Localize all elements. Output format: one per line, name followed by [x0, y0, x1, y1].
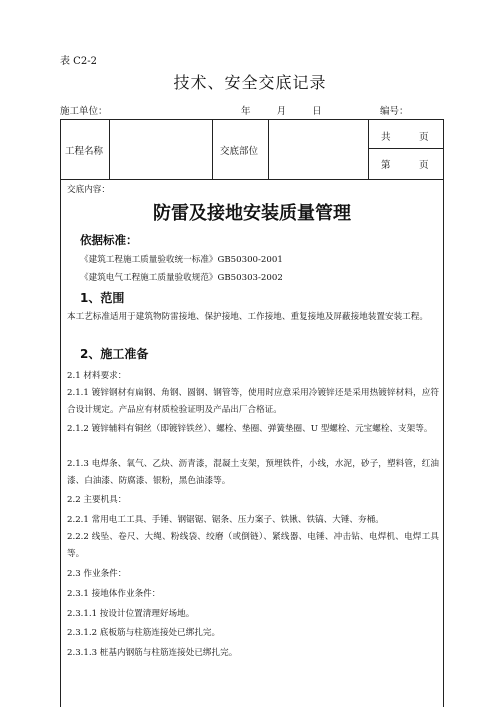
list-item: 2.1 材料要求：: [67, 371, 127, 381]
date-month-label: 月: [276, 106, 287, 117]
basis-heading: 依据标准：: [80, 233, 138, 247]
divider: [212, 119, 213, 179]
section-heading-scope: 1、范围: [80, 291, 125, 305]
date-year-label: 年: [241, 106, 251, 117]
construction-unit-label: 施工单位：: [60, 106, 108, 117]
document-title: 防雷及接地安装质量管理: [153, 203, 351, 224]
divider: [368, 119, 369, 179]
list-item: 2.3.1.1 按设计位置清理好场地。: [67, 609, 195, 619]
total-pages-label: 共 页: [381, 132, 429, 143]
list-item: 2.3.1 接地体作业条件：: [67, 589, 161, 599]
date-day-label: 日: [312, 106, 322, 117]
list-item: 2.2 主要机具：: [67, 495, 127, 505]
content-label: 交底内容：: [67, 185, 110, 195]
list-item: 2.1.1 镀锌钢材有扁钢、角钢、圆钢、钢管等，使用时应意采用冷镀锌还是采用热镀锌材料，应符合设计规定。产品应有材质检验证明及产品出厂合格证。: [67, 388, 439, 415]
divider: [109, 119, 110, 179]
page-number-label: 第 页: [381, 160, 429, 171]
disclosure-part-label: 交底部位: [220, 146, 259, 157]
section-heading-preparation: 2、施工准备: [80, 347, 149, 361]
divider: [60, 179, 444, 180]
scope-paragraph: 本工艺标准适用于建筑物防雷接地、保护接地、工作接地、重复接地及屏蔽接地装置安装工程。: [67, 312, 428, 322]
list-item: 2.3.1.2 底板筋与柱筋连接处已绑扎完。: [67, 628, 221, 638]
form-code: 表 C2-2: [60, 56, 97, 67]
list-item: 2.1.2 镀锌辅料有铜丝（即镀锌铁丝）、螺栓、垫圈、弹簧垫圈、U 型螺栓、元宝螺栓、支架等。: [67, 424, 433, 434]
list-item: 2.2.2 线坠、卷尺、大绳、粉线袋、绞磨（或倒链）、紧线器、电锤、冲击钻、电焊机、电焊工具等。: [67, 532, 439, 559]
page-title: 技术、安全交底记录: [173, 73, 327, 92]
date-row: [241, 103, 322, 117]
project-name-label: 工程名称: [65, 146, 104, 157]
standard-item: 《建筑工程施工质量验收统一标准》GB50300-2001: [80, 255, 283, 265]
divider: [268, 119, 269, 179]
list-item: 2.1.3 电焊条、氧气、乙炔、沥青漆，混凝土支架，预埋铁件，小线，水泥，砂子，塑料管，红油漆、白油漆、防腐漆、银粉，黑色油漆等。: [67, 459, 439, 486]
list-item: 2.3 作业条件：: [67, 569, 127, 579]
record-number-label: 编号：: [380, 106, 409, 117]
divider: [368, 148, 444, 149]
list-item: 2.3.1.3 桩基内钢筋与柱筋连接处已绑扎完。: [67, 648, 238, 658]
standard-item: 《建筑电气工程施工质量验收规范》GB50303-2002: [80, 273, 283, 283]
list-item: 2.2.1 常用电工工具、手锤、钢锯锯、锯条、压力案子、铁锹、铁镐、大锤、夯桶。: [67, 515, 384, 525]
